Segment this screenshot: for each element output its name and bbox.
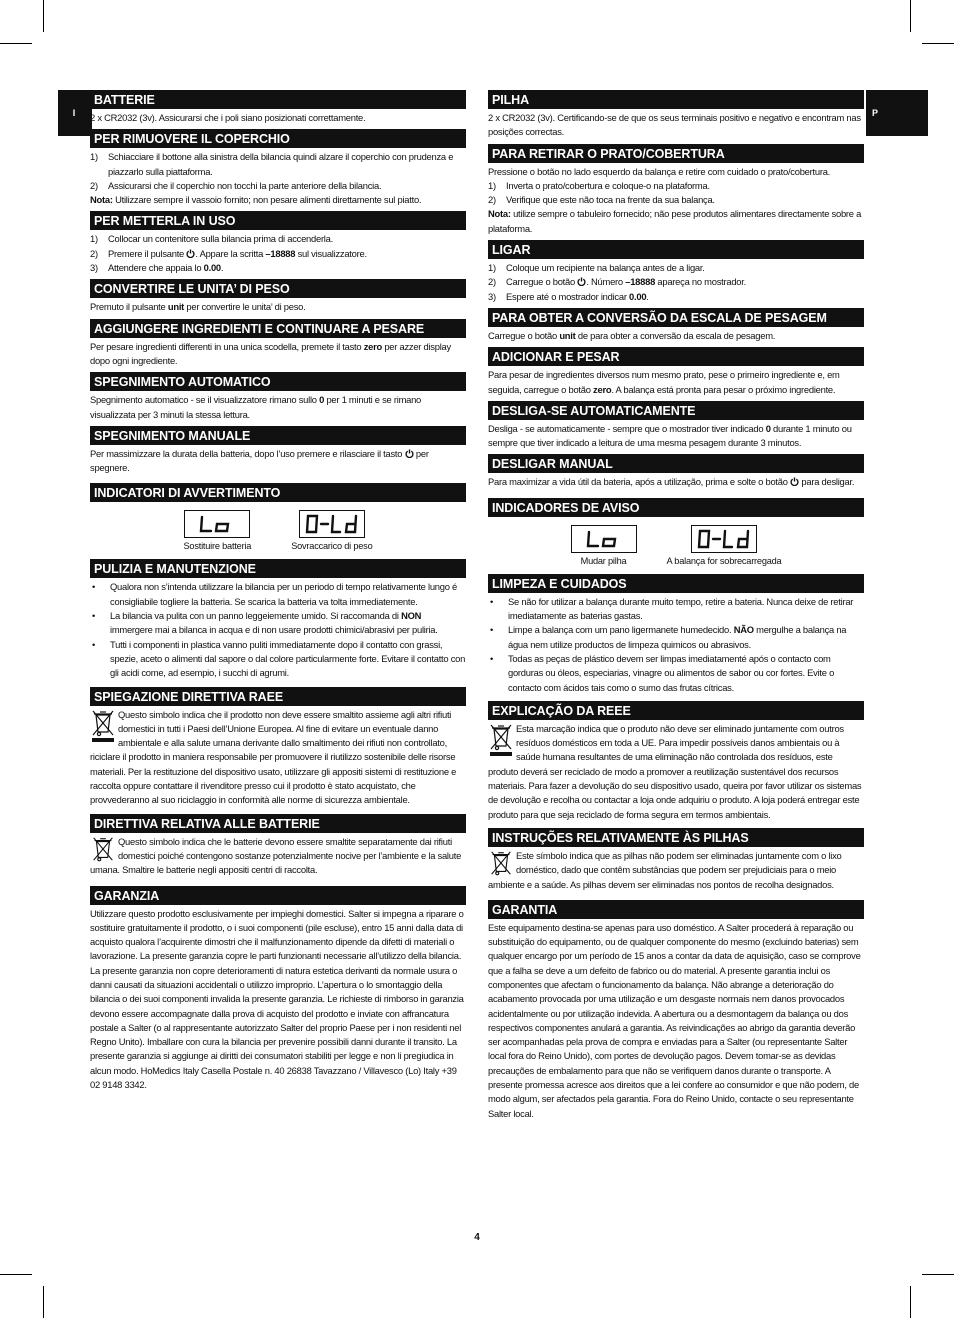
section-title: PULIZIA E MANUTENZIONE bbox=[90, 559, 466, 578]
section-title: LIGAR bbox=[488, 240, 864, 259]
section-title: PARA OBTER A CONVERSÃO DA ESCALA DE PESAGEM bbox=[488, 308, 864, 327]
section-title: AGGIUNGERE INGREDIENTI E CONTINUARE A PESARE bbox=[90, 319, 466, 338]
paragraph: 2 x CR2032 (3v). Assicurarsi che i poli siano posizionati correttamente. bbox=[90, 112, 366, 123]
paragraph: Este equipamento destina-se apenas para uso doméstico. A Salter procederá à reparação ou substituição do equipamento, ou de qualquer componente do mesmo (excluindo baterias) sem qualquer encargo por um período de 15 anos a contar da data de aquisição, caso se comprove que a falha se deve a um defeito de fabrico ou do material. A presente garantia inclui os componentes que afectam o funcionamento da balança. Não abrange a deterioração do acabamento provocada por uma utilização e um desgaste normais nem danos provocados acidentalmente ou por utilização indevida. A abertura ou a desmontagem da balança ou dos respectivos componentes anulará a garantia. As reivindicações ao abrigo da garantia deverão ser acompanhadas pela prova de compra e enviadas para a Salter (ou representante Salter local fora do Reino Unido), com portes de devolução pagos. Devem tomar-se as devidas precauções de embalamento para que não se verifiquem danos durante o transporte. A presente promessa acresce aos direitos que a lei confere ao consumidor e que não podem, de modo algum, ser afectados pela garantia. Fora do Reino Unido, contacte o seu representante Salter local. bbox=[488, 921, 861, 1119]
section-pilhas bbox=[488, 828, 864, 892]
language-tab-portuguese: P bbox=[866, 90, 928, 136]
section-adicionar bbox=[488, 347, 864, 397]
crop-mark bbox=[0, 43, 32, 44]
list-item: 2) Assicurarsi che il coperchio non tocchi la parte anteriore della bilancia. bbox=[90, 179, 382, 191]
list-item: • La bilancia va pulita con un panno leggeiemente umido. Si raccomanda di NON immergere mai a bilanca in acqua e di non usare prodotti chimici/abrasivi per puliria. bbox=[92, 610, 438, 636]
list-item: • Se não for utilizar a balança durante muito tempo, retire a bateria. Nunca deixe de retirar imediatamente as baterias gastas. bbox=[490, 595, 854, 622]
section-uso bbox=[90, 211, 466, 275]
section-title: GARANZIA bbox=[90, 886, 466, 905]
section-ligar bbox=[488, 240, 864, 304]
paragraph: Desliga - se automaticamente - sempre que o mostrador tiver indicado 0 durante 1 minuto ou sempre que tiver indicado a leitura de uma mesma pesagem durante 3 minutos. bbox=[488, 422, 852, 449]
italian-column bbox=[90, 90, 466, 1096]
section-title: SPIEGAZIONE DIRETTIVA RAEE bbox=[90, 687, 466, 706]
section-indicadores bbox=[488, 498, 864, 568]
paragraph: Spegnimento automatico - se il visualizzatore rimano sullo 0 per 1 minuti e se rimano visualizzata per 3 minuti la stessa lettura. bbox=[90, 394, 422, 420]
battery-bin-icon bbox=[90, 835, 116, 863]
paragraph: Per massimizzare la durata della batteria, dopo l’uso premere e rilasciare il tasto per spegnere. bbox=[90, 447, 429, 474]
power-icon bbox=[577, 277, 586, 286]
list-item: • Limpe a balança com um pano ligermanete humedecido. NÃO mergulhe a balança na água nem utilize productos de limpeza quimicos ou abrasivos. bbox=[490, 624, 847, 650]
section-title: DESLIGAR MANUAL bbox=[488, 454, 864, 473]
section-limpeza bbox=[488, 574, 864, 695]
list-item: 1) Inverta o prato/cobertura e coloque-o na plataforma. bbox=[488, 179, 710, 191]
language-tab-italian: I bbox=[58, 90, 92, 136]
section-title: PER RIMUOVERE IL COPERCHIO bbox=[90, 129, 466, 148]
list-item: 2) Premere il pulsante . Appare la scritta –18888 sul visualizzatore. bbox=[90, 247, 367, 259]
section-coperchio bbox=[90, 129, 466, 207]
list-item: 1) Coloque um recipiente na balança antes de a ligar. bbox=[488, 262, 705, 274]
weee-bin-icon bbox=[90, 708, 116, 744]
weee-bin-icon bbox=[488, 722, 514, 758]
paragraph: Questo simbolo indica che il prodotto non deve essere smaltito assieme agli altri rifiuti domestici in tutti i Paesi dell’Unione Europea. Al fine di evitare un eventuale danno ambientale e alla salute umana derivante dallo smaltimento dei rifiuti non controllato, riciclare il prodotto in maniera responsabile per promuovere il riutilizzo sostenibile delle risorse materiali. Per la restituzione del dispositivo usato, utilizzare gli appositi sistemi di restituzione e raccolta oppure contattare il rivenditore presso cui il prodotto è stato acquistato, che provvederanno al suo riciclaggio in conformità alle norme di sicurezza ambientale. bbox=[90, 708, 457, 806]
section-spegnimento-manuale bbox=[90, 426, 466, 476]
section-retirar bbox=[488, 144, 864, 236]
page-number: 4 bbox=[474, 1232, 480, 1243]
low-battery-indicator: Mudar pilha bbox=[571, 525, 637, 568]
overload-indicator: Sovraccarico di peso bbox=[291, 510, 372, 553]
crop-mark bbox=[43, 1286, 44, 1318]
note: Nota: Utilizzare sempre il vassoio fornito; non pesare alimenti direttamente sul piatto. bbox=[90, 194, 422, 206]
paragraph: Premuto il pulsante unit per convertire le unita’ di peso. bbox=[90, 301, 306, 313]
section-raee bbox=[90, 687, 466, 808]
section-title: LIMPEZA E CUIDADOS bbox=[488, 574, 864, 593]
paragraph: 2 x CR2032 (3v). Certificando-se de que os seus terminais positivo e negativo e encontram nas posições correctas. bbox=[488, 112, 861, 138]
paragraph: Per pesare ingredienti differenti in una unica scodella, premete il tasto zero per azzer display dopo ogni ingrediente. bbox=[90, 340, 451, 366]
section-desligar-manual bbox=[488, 454, 864, 489]
section-title: GARANTIA bbox=[488, 900, 864, 919]
list-item: • Todas as peças de plástico devem ser limpas imediatamenté após o contacto com gorduras ou óleos, especiarias, vinagre ou alimentos de sabor ou cor fortes. Evite o contacto com ácidos tais como o sumo das frutas cítricas. bbox=[490, 652, 835, 693]
section-pilha bbox=[488, 90, 864, 140]
crop-mark bbox=[922, 43, 954, 44]
list-item: 2) Carregue o botão . Número –18888 apareça no mostrador. bbox=[488, 276, 746, 288]
list-item: 1) Collocar un contenitore sulla bilancia prima di accenderla. bbox=[90, 233, 333, 245]
section-title: SPEGNIMENTO MANUALE bbox=[90, 426, 466, 445]
low-battery-indicator: Sostituire batteria bbox=[184, 510, 252, 553]
section-batterie bbox=[90, 90, 466, 125]
lcd-old-icon bbox=[304, 514, 360, 534]
paragraph: Carregue o botão unit de para obter a conversão da escala de pesagem. bbox=[488, 329, 776, 341]
section-title: BATTERIE bbox=[90, 90, 466, 109]
paragraph: Para pesar de ingredientes diversos num mesmo prato, pese o primeiro ingrediente e, em seguida, carregue o botão zero. A balança está pronta para pesar o próximo ingrediente. bbox=[488, 369, 840, 395]
crop-mark bbox=[0, 1274, 32, 1275]
battery-bin-icon bbox=[488, 849, 514, 877]
paragraph: Questo simbolo indica che le batterie devono essere smaltite separatamente dai rifiuti domestici poiché contengono sostanze potenzialmente nocive per l’ambiente e la salute umana. Smaltire le batterie negli appositi centri di raccolta. bbox=[90, 835, 462, 876]
section-title: INDICADORES DE AVISO bbox=[488, 498, 864, 517]
paragraph: Utilizzare questo prodotto esclusivamente per impieghi domestici. Salter si impegna a riparare o sostituire gratuitamente il prodotto, o i suoi componenti (pile escluse), entro 15 anni dalla data di acquisto qualora l’acquirente dimostri che il malfunzionamento dipende da difetti di materiali o lavorazione. La presente garanzia copre le parti funzionanti necessarie all’utilizzo della bilancia. La presente garanzia non copre deterioramenti di natura estetica derivanti da normale usura o danni causati da situazioni accidentali o utilizzo improprio. L’apertura o lo smontaggio della bilancia o dei suoi componenti invalida la presente garanzia. Le richieste di rimborso in garanzia devono essere accompagnate dalla prova di acquisto del prodotto e inviate con affrancatura postale a Salter (o al rappresentante autorizzato Salter del proprio Paese per i non residenti nel Regno Unito). Imballare con cura la bilancia per prevenire possibili danni durante il transito. La presente garanzia si aggiunge ai diritti dei consumatori stabiliti per legge e non li pregiudica in alcun modo. HoMedics Italy Casella Postale n. 40 26838 Tavazzano / Villavesco (Lo) Italy +39 02 9148 3342. bbox=[90, 907, 464, 1091]
lcd-lo-icon bbox=[197, 515, 237, 533]
note: Nota: utilize sempre o tabuleiro fornecido; não pese produtos alimentares directamente sobre a plataforma. bbox=[488, 208, 862, 234]
section-title: PER METTERLA IN USO bbox=[90, 211, 466, 230]
section-title: INDICATORI DI AVVERTIMENTO bbox=[90, 483, 466, 502]
paragraph: Este símbolo indica que as pilhas não podem ser eliminadas juntamente com o lixo doméstico, dado que contêm substâncias que podem ser prejudiciais para o meio ambiente e a saúde. As pilhas devem ser eliminadas nos pontos de recolha designados. bbox=[488, 849, 842, 890]
section-title: CONVERTIRE LE UNITA’ DI PESO bbox=[90, 279, 466, 298]
section-title: ADICIONAR E PESAR bbox=[488, 347, 864, 366]
section-reee bbox=[488, 701, 864, 822]
paragraph: Para maximizar a vida útil da bateria, após a utilização, prima e solte o botão para desligar. bbox=[488, 476, 855, 488]
section-title: INSTRUÇÕES RELATIVAMENTE ÀS PILHAS bbox=[488, 828, 864, 847]
section-title: EXPLICAÇÃO DA REEE bbox=[488, 701, 864, 720]
lcd-lo-icon bbox=[584, 530, 624, 548]
section-title: PARA RETIRAR O PRATO/COBERTURA bbox=[488, 144, 864, 163]
power-icon bbox=[405, 449, 414, 458]
section-title: SPEGNIMENTO AUTOMATICO bbox=[90, 372, 466, 391]
list-item: 1) Schiacciare il bottone alla sinistra della bilancia quindi alzare il coperchio con prudenza e piazzarlo sulla piattaforma. bbox=[90, 151, 454, 177]
section-aggiungere bbox=[90, 319, 466, 369]
section-indicatori bbox=[90, 483, 466, 553]
list-item: • Qualora non s’intenda utilizzare la bilancia per un periodo di tempo relativamente lungo é consigliabile togliere la batteria. Se scarica la batteria va tolta immediatemente. bbox=[92, 581, 457, 607]
section-title: DIRETTIVA RELATIVA ALLE BATTERIE bbox=[90, 814, 466, 833]
power-icon bbox=[790, 477, 799, 486]
list-item: 3) Espere até o mostrador indicar 0.00. bbox=[488, 290, 649, 302]
list-item: 2) Verifique que este não toca na frente da sua balança. bbox=[488, 194, 715, 206]
paragraph: Pressione o botão no lado esquerdo da balança e retire com cuidado o prato/cobertura. bbox=[488, 165, 831, 177]
section-title: DESLIGA-SE AUTOMATICAMENTE bbox=[488, 401, 864, 420]
overload-indicator: A balança for sobrecarregada bbox=[667, 525, 782, 568]
crop-mark bbox=[910, 1286, 911, 1318]
section-pulizia bbox=[90, 559, 466, 680]
section-direttiva-batterie bbox=[90, 814, 466, 878]
section-conversao bbox=[488, 308, 864, 343]
crop-mark bbox=[922, 1274, 954, 1275]
portuguese-column bbox=[488, 90, 864, 1125]
section-garanzia bbox=[90, 886, 466, 1093]
list-item: • Tutti i componenti in plastica vanno puliti immediatamente dopo il contatto con grassi, spezie, aceto o alimenti dal sapore o dal colore particularmente forte. Evitare il contatto con gli acidi come, ad esempio, i succhi di agrumi. bbox=[92, 638, 466, 679]
crop-mark bbox=[910, 0, 911, 32]
lcd-old-icon bbox=[696, 529, 752, 549]
section-unita bbox=[90, 279, 466, 314]
section-desliga-automaticamente bbox=[488, 401, 864, 451]
section-spegnimento-automatico bbox=[90, 372, 466, 422]
crop-mark bbox=[43, 0, 44, 32]
section-title: PILHA bbox=[488, 90, 864, 109]
list-item: 3) Attendere che appaia lo 0.00. bbox=[90, 262, 224, 274]
section-garantia bbox=[488, 900, 864, 1121]
paragraph: Esta marcação indica que o produto não deve ser eliminado juntamente com outros resíduos domésticos em toda a UE. Para impedir possíveis danos ambientais ou à saúde humana resultantes de uma eliminação não controlada dos resíduos, este produto deverá ser reciclado de modo a promover a reutilização sustentável dos recursos materiais. Para fazer a devolução do seu dispositivo usado, queira por favor utilizar os sistemas de devolução e recolha ou contactar a loja onde adquiriu o produto. A loja poderá entregar este produto para que seja reciclado de forma segura em termos ambientais. bbox=[488, 722, 862, 820]
